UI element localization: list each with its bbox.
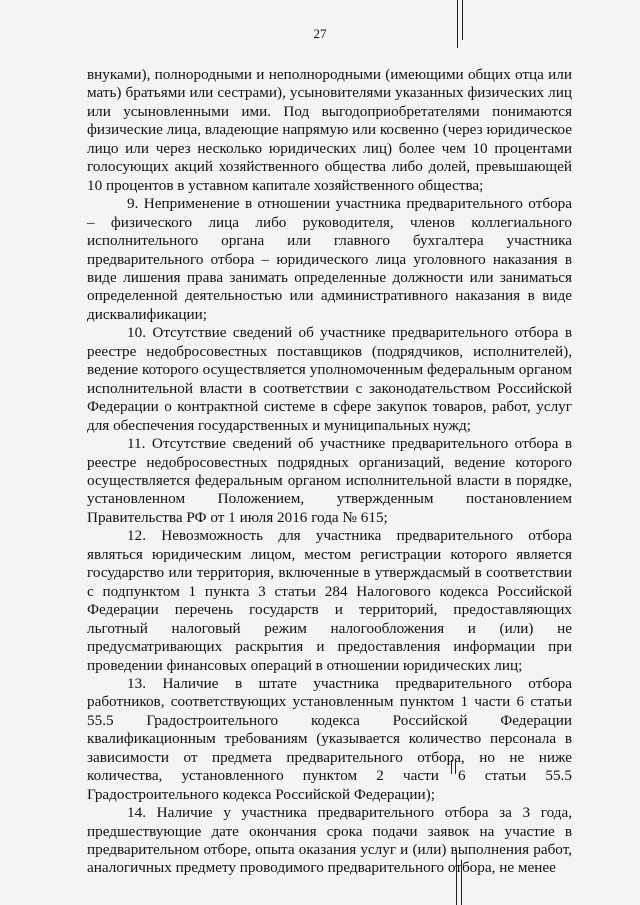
document-body bbox=[87, 66, 572, 878]
paragraph-continuation: внуками), полнородными и неполнородными (имеющими общих отца или мать) братьями или сестрами), усыновителями указанных физических лиц или усыновленными ими. Под выгодоприобретателями понимаются физические лица, владеющие напрямую или косвенно (через юридическое лицо или через несколько юридических лиц) более чем 10 процентами голосующих акций хозяйственного общества либо долей, превышающей 10 процентов в уставном капитале хозяйственного общества; bbox=[87, 66, 572, 194]
paragraph-item-13: 13. Наличие в штате участника предварительного отбора работников, соответствующих установленным пунктом 1 части 6 статьи 55.5 Градостроительного кодекса Российской Федерации квалификационным требованиям (указывается количество персонала в зависимости от предмета предварительного отбора, но не ниже количества, установленного пунктом 2 части 6 статьи 55.5 Градостроительного кодекса Российской Федерации); bbox=[87, 674, 572, 803]
paragraph-item-12: 12. Невозможность для участника предварительного отбора являться юридическим лицом, местом регистрации которого является государство или территория, включенные в утверждасмый в соответствии с подпунктом 1 пункта 3 статьи 284 Налогового кодекса Российской Федерации перечень государств и территорий, предоставляющих льготный налоговый режим налогообложения и (или) не предусматривающих раскрытия и предоставления информации при проведении финансовых операций в отношении юридических лиц; bbox=[87, 527, 572, 674]
page-number: 27 bbox=[313, 26, 327, 41]
paragraph-item-11: 11. Отсутствие сведений об участнике предварительного отбора в реестре недобросовестных подрядных организаций, ведение которого осуществляется федеральным органом исполнительной власти в порядке, установленном Положением, утвержденным постановлением Правительства РФ от 1 июля 2016 года № 615; bbox=[87, 435, 572, 526]
paragraph-item-14: 14. Наличие у участника предварительного отбора за 3 года, предшествующие дате окончания срока подачи заявок на участие в предварительном отборе, опыта оказания услуг и (или) выполнения работ, аналогичных предмету проводимого предварительного отбора, не менее bbox=[87, 804, 572, 877]
paragraph-item-9: 9. Неприменение в отношении участника предварительного отбора – физического лица либо руководителя, членов коллегиального исполнительного органа или главного бухгалтера участника предварительного отбора – юридического лица уголовного наказания в виде лишения права занимать определенные должности или заниматься определенной деятельностью или административного наказания в виде дисквалификации; bbox=[87, 195, 572, 323]
paragraph-item-10: 10. Отсутствие сведений об участнике предварительного отбора в реестре недобросовестных поставщиков (подрядчиков, исполнителей), ведение которого осуществляется уполномоченным федеральным органом исполнительной власти в соответствии с законодательством Российской Федерации о контрактной системе в сфере закупок товаров, работ, услуг для обеспечения государственных и муниципальных нужд; bbox=[87, 324, 572, 434]
